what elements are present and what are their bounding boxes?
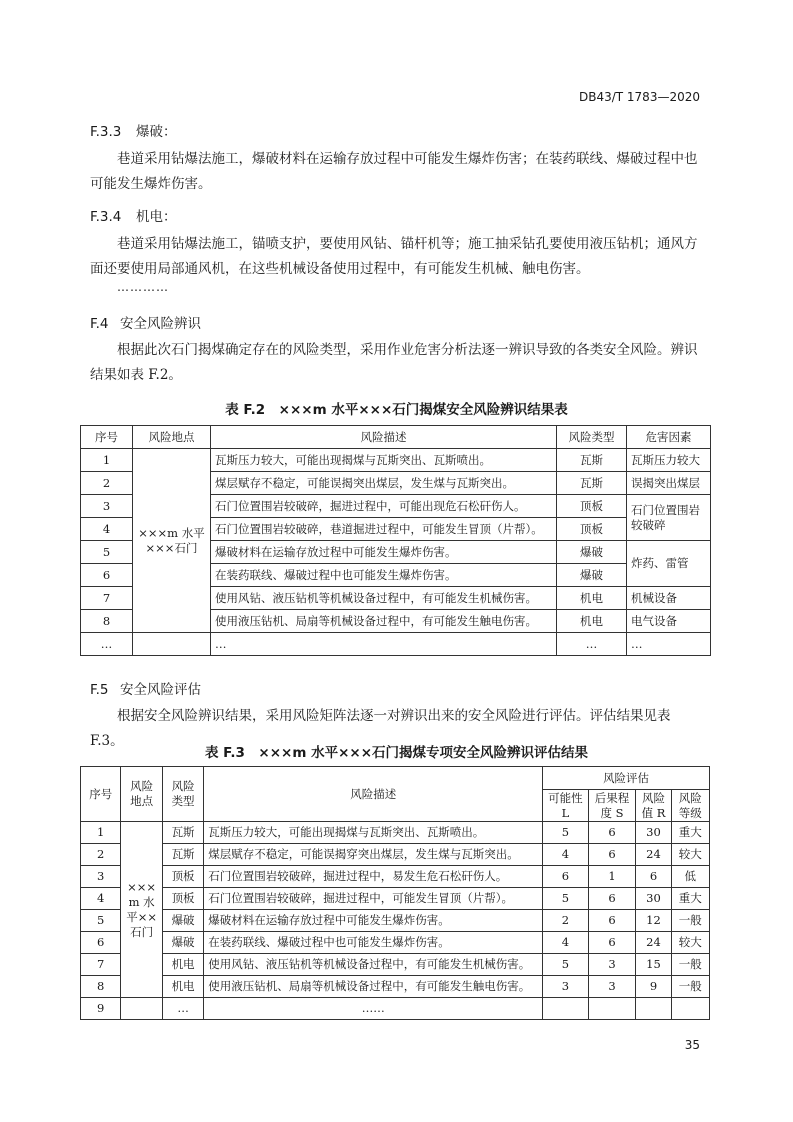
header-s: 后果程度 S bbox=[588, 790, 636, 822]
cell-type: … bbox=[162, 998, 203, 1020]
header-type: 风险类型 bbox=[162, 767, 203, 822]
cell-l: 5 bbox=[543, 954, 589, 976]
heading-title: 安全风险评估 bbox=[120, 682, 201, 698]
cell-location: ××× m 水平××石门 bbox=[121, 822, 162, 998]
cell-s: 6 bbox=[588, 844, 636, 866]
cell-s: 6 bbox=[588, 910, 636, 932]
cell-s: 3 bbox=[588, 976, 636, 998]
cell-desc: 使用液压钻机、局扇等机械设备过程中，有可能发生触电伤害。 bbox=[211, 610, 557, 633]
cell-type: 瓦斯 bbox=[557, 472, 627, 495]
cell-desc: 在装药联线、爆破过程中也可能发生爆炸伤害。 bbox=[211, 564, 557, 587]
cell-r bbox=[636, 998, 671, 1020]
cell-desc: 爆破材料在运输存放过程中可能发生爆炸伤害。 bbox=[211, 541, 557, 564]
cell-type: 瓦斯 bbox=[162, 844, 203, 866]
table-row bbox=[81, 998, 710, 1020]
cell-desc: … bbox=[211, 633, 557, 656]
cell-no: 3 bbox=[81, 866, 121, 888]
cell-l: 2 bbox=[543, 910, 589, 932]
cell-no: 8 bbox=[81, 976, 121, 998]
cell-l: 6 bbox=[543, 866, 589, 888]
cell-desc: 石门位置围岩较破碎，掘进过程中，可能出现危石松矸伤人。 bbox=[211, 495, 557, 518]
heading-title: 机电： bbox=[136, 209, 177, 225]
cell-desc: 瓦斯压力较大，可能出现揭煤与瓦斯突出、瓦斯喷出。 bbox=[204, 822, 543, 844]
header-cell: 风险描述 bbox=[211, 426, 557, 449]
cell-no: 8 bbox=[81, 610, 133, 633]
header-eval: 风险评估 bbox=[543, 767, 710, 790]
cell-s: 1 bbox=[588, 866, 636, 888]
cell-l bbox=[543, 998, 589, 1020]
cell-type: … bbox=[557, 633, 627, 656]
heading-f33 bbox=[90, 120, 177, 140]
cell-r: 6 bbox=[636, 866, 671, 888]
paragraph-f5: 根据安全风险辨识结果，采用风险矩阵法逐一对辨识出来的安全风险进行评估。评估结果见表 F.3。 bbox=[90, 708, 671, 749]
cell-type: 顶板 bbox=[557, 518, 627, 541]
document-number: DB43/T 1783—2020 bbox=[578, 90, 700, 104]
cell-level: 一般 bbox=[671, 954, 709, 976]
table-f3-caption: 表 F.3 ×××m 水平×××石门揭煤专项安全风险辨识评估结果 bbox=[204, 745, 589, 761]
cell-no: 6 bbox=[81, 932, 121, 954]
header-cell: 序号 bbox=[81, 426, 133, 449]
cell-no: 6 bbox=[81, 564, 133, 587]
cell-level: 一般 bbox=[671, 976, 709, 998]
page-number: 35 bbox=[684, 1038, 700, 1052]
heading-title: 爆破： bbox=[136, 124, 177, 140]
cell-type: 爆破 bbox=[162, 910, 203, 932]
table-row bbox=[81, 954, 710, 976]
cell-no: 7 bbox=[81, 587, 133, 610]
heading-f5 bbox=[90, 678, 201, 698]
header-cell: 风险类型 bbox=[557, 426, 627, 449]
cell-desc: 石门位置围岩较破碎，巷道掘进过程中，可能发生冒顶（片帮）。 bbox=[211, 518, 557, 541]
cell-no: 2 bbox=[81, 844, 121, 866]
header-no: 序号 bbox=[81, 767, 121, 822]
cell-hazard: … bbox=[627, 633, 711, 656]
cell-desc: 石门位置围岩较破碎，掘进过程中，易发生危石松矸伤人。 bbox=[204, 866, 543, 888]
header-desc: 风险描述 bbox=[204, 767, 543, 822]
heading-f4 bbox=[90, 312, 201, 332]
cell-type: 机电 bbox=[557, 610, 627, 633]
paragraph-f34: 巷道采用钻爆法施工，锚喷支护，要使用风钻、锚杆机等；施工抽采钻孔要使用液压钻机；通风方面还要使用局部通风机，在这些机械设备使用过程中，有可能发生机械、触电伤害。 bbox=[90, 236, 698, 277]
cell-r: 15 bbox=[636, 954, 671, 976]
cell-hazard: 误揭突出煤层 bbox=[627, 472, 711, 495]
table-header-row bbox=[81, 426, 711, 449]
table-header-row bbox=[81, 767, 710, 790]
cell-location bbox=[121, 998, 162, 1020]
cell-type: 机电 bbox=[557, 587, 627, 610]
cell-no: 2 bbox=[81, 472, 133, 495]
cell-l: 4 bbox=[543, 932, 589, 954]
cell-r: 24 bbox=[636, 932, 671, 954]
heading-f34 bbox=[90, 205, 177, 225]
cell-no: 7 bbox=[81, 954, 121, 976]
cell-type: 瓦斯 bbox=[162, 822, 203, 844]
cell-s bbox=[588, 998, 636, 1020]
cell-type: 顶板 bbox=[162, 888, 203, 910]
paragraph-f33: 巷道采用钻爆法施工，爆破材料在运输存放过程中可能发生爆炸伤害；在装药联线、爆破过程中也可能发生爆炸伤害。 bbox=[90, 151, 698, 192]
cell-no: 9 bbox=[81, 998, 121, 1020]
cell-level: 低 bbox=[671, 866, 709, 888]
cell-r: 9 bbox=[636, 976, 671, 998]
cell-r: 24 bbox=[636, 844, 671, 866]
table-row bbox=[81, 888, 710, 910]
cell-desc: 爆破材料在运输存放过程中可能发生爆炸伤害。 bbox=[204, 910, 543, 932]
cell-l: 4 bbox=[543, 844, 589, 866]
cell-desc: 石门位置围岩较破碎，掘进过程中，可能发生冒顶（片帮）。 bbox=[204, 888, 543, 910]
cell-l: 3 bbox=[543, 976, 589, 998]
paragraph-f4: 根据此次石门揭煤确定存在的风险类型，采用作业危害分析法逐一辨识导致的各类安全风险。辨识结果如表 F.2。 bbox=[90, 342, 698, 383]
cell-desc: 煤层赋存不稳定，可能误揭穿突出煤层，发生煤与瓦斯突出。 bbox=[204, 844, 543, 866]
header-cell: 危害因素 bbox=[627, 426, 711, 449]
cell-type: 机电 bbox=[162, 976, 203, 998]
cell-s: 6 bbox=[588, 932, 636, 954]
cell-type: 爆破 bbox=[162, 932, 203, 954]
heading-number: F.3.4 bbox=[90, 209, 122, 225]
cell-r: 30 bbox=[636, 888, 671, 910]
table-row bbox=[81, 633, 711, 656]
table-row bbox=[81, 910, 710, 932]
cell-r: 12 bbox=[636, 910, 671, 932]
cell-hazard: 机械设备 bbox=[627, 587, 711, 610]
heading-number: F.5 bbox=[90, 682, 109, 698]
cell-desc: …… bbox=[204, 998, 543, 1020]
cell-hazard: 电气设备 bbox=[627, 610, 711, 633]
cell-l: 5 bbox=[543, 822, 589, 844]
cell-level: 重大 bbox=[671, 888, 709, 910]
cell-type: 瓦斯 bbox=[557, 449, 627, 472]
cell-level: 较大 bbox=[671, 844, 709, 866]
cell-s: 6 bbox=[588, 822, 636, 844]
cell-hazard: 炸药、雷管 bbox=[627, 541, 711, 587]
cell-level: 较大 bbox=[671, 932, 709, 954]
cell-type: 爆破 bbox=[557, 541, 627, 564]
cell-s: 6 bbox=[588, 888, 636, 910]
cell-no: 3 bbox=[81, 495, 133, 518]
cell-desc: 使用风钻、液压钻机等机械设备过程中，有可能发生机械伤害。 bbox=[211, 587, 557, 610]
cell-no: 1 bbox=[81, 449, 133, 472]
cell-type: 顶板 bbox=[557, 495, 627, 518]
table-f2-caption: 表 F.2 ×××m 水平×××石门揭煤安全风险辨识结果表 bbox=[225, 402, 568, 418]
heading-number: F.4 bbox=[90, 316, 109, 332]
header-level: 风险等级 bbox=[671, 790, 709, 822]
heading-title: 安全风险辨识 bbox=[120, 316, 201, 332]
table-row bbox=[81, 976, 710, 998]
table-row bbox=[81, 932, 710, 954]
table-f3 bbox=[80, 766, 710, 1020]
cell-desc: 煤层赋存不稳定，可能误揭突出煤层，发生煤与瓦斯突出。 bbox=[211, 472, 557, 495]
cell-no: 4 bbox=[81, 518, 133, 541]
ellipsis: ………… bbox=[117, 280, 169, 294]
cell-no: … bbox=[81, 633, 133, 656]
cell-type: 爆破 bbox=[557, 564, 627, 587]
cell-location: ×××m 水平×××石门 bbox=[133, 449, 211, 633]
cell-type: 机电 bbox=[162, 954, 203, 976]
cell-desc: 瓦斯压力较大，可能出现揭煤与瓦斯突出、瓦斯喷出。 bbox=[211, 449, 557, 472]
header-cell: 风险地点 bbox=[133, 426, 211, 449]
table-f2 bbox=[80, 425, 711, 656]
header-l: 可能性 L bbox=[543, 790, 589, 822]
cell-hazard: 瓦斯压力较大 bbox=[627, 449, 711, 472]
cell-type: 顶板 bbox=[162, 866, 203, 888]
cell-s: 3 bbox=[588, 954, 636, 976]
table-row bbox=[81, 844, 710, 866]
cell-no: 5 bbox=[81, 910, 121, 932]
cell-level: 一般 bbox=[671, 910, 709, 932]
cell-level: 重大 bbox=[671, 822, 709, 844]
cell-no: 5 bbox=[81, 541, 133, 564]
cell-hazard: 石门位置围岩较破碎 bbox=[627, 495, 711, 541]
header-r: 风险值 R bbox=[636, 790, 671, 822]
cell-l: 5 bbox=[543, 888, 589, 910]
cell-level bbox=[671, 998, 709, 1020]
cell-location bbox=[133, 633, 211, 656]
cell-r: 30 bbox=[636, 822, 671, 844]
cell-desc: 使用风钻、液压钻机等机械设备过程中，有可能发生机械伤害。 bbox=[204, 954, 543, 976]
cell-no: 1 bbox=[81, 822, 121, 844]
cell-no: 4 bbox=[81, 888, 121, 910]
cell-desc: 在装药联线、爆破过程中也可能发生爆炸伤害。 bbox=[204, 932, 543, 954]
table-row bbox=[81, 866, 710, 888]
table-row bbox=[81, 822, 710, 844]
heading-number: F.3.3 bbox=[90, 124, 122, 140]
table-row bbox=[81, 449, 711, 472]
header-location: 风险地点 bbox=[121, 767, 162, 822]
cell-desc: 使用液压钻机、局扇等机械设备过程中，有可能发生触电伤害。 bbox=[204, 976, 543, 998]
